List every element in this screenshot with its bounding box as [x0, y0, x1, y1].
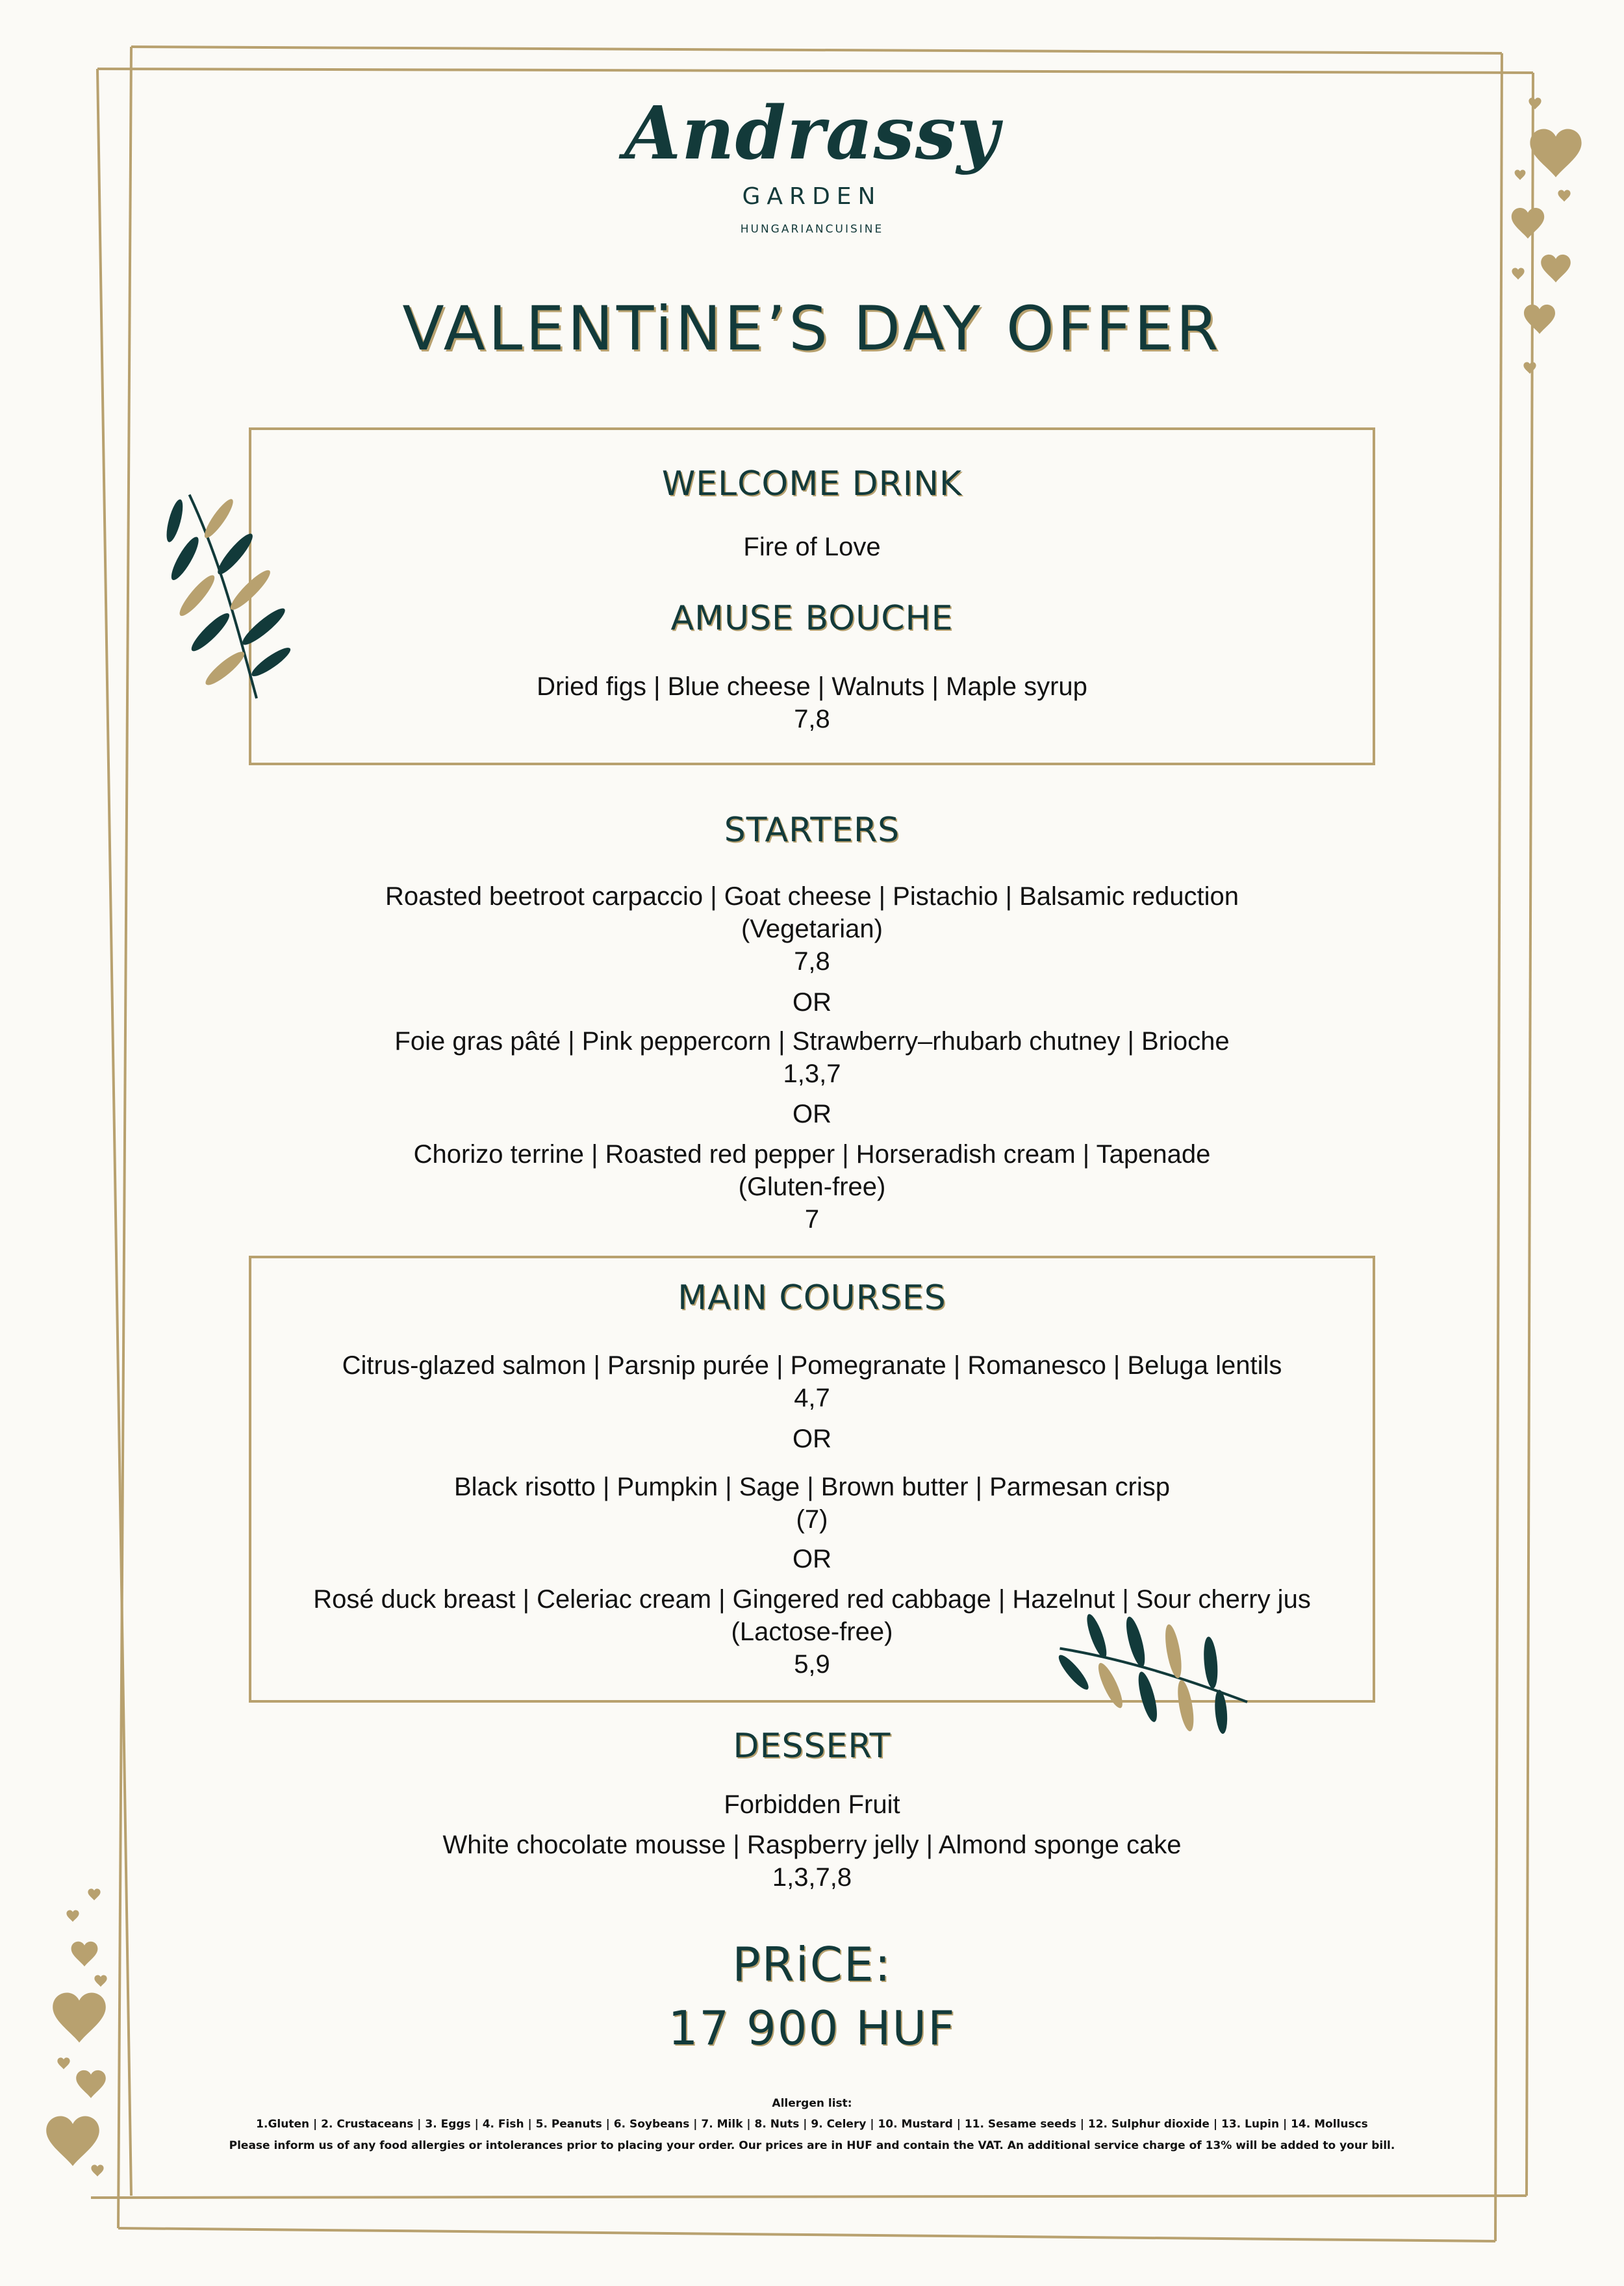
welcome-heading: WELCOME DRINK: [661, 464, 963, 503]
main-item-3-allergens: 5,9: [794, 1650, 830, 1679]
dessert-item: White chocolate mousse | Raspberry jelly | Almond sponge cake: [442, 1831, 1182, 1859]
main-item-1: Citrus-glazed salmon | Parsnip purée | Pomegranate | Romanesco | Beluga lentils: [342, 1351, 1282, 1380]
price-block: [0, 1933, 1624, 2060]
allergen-title: Allergen list:: [772, 2097, 852, 2110]
starter-item-3-note: (Gluten-free): [738, 1173, 886, 1201]
frame-line-bottom-outer: [118, 2228, 1495, 2241]
welcome-item: Fire of Love: [743, 533, 881, 561]
heart-icon: [1541, 255, 1571, 283]
price-amount: 17 900 HUF: [668, 2001, 956, 2055]
page-title: VALENTiNE’S DAY OFFER: [402, 294, 1222, 364]
starter-item-3-allergens: 7: [804, 1205, 820, 1234]
welcome-heading-wrap: [0, 464, 1624, 503]
amuse-allergens: 7,8: [794, 705, 830, 733]
dessert-heading: DESSERT: [733, 1727, 891, 1766]
footer: [0, 2097, 1624, 2110]
main-item-1-allergens: 4,7: [794, 1384, 830, 1412]
heart-icon: [91, 2165, 103, 2176]
heart-icon: [1512, 268, 1524, 279]
starter-item-1-note: (Vegetarian): [741, 915, 883, 943]
logo-sub-wrap: [0, 183, 1624, 210]
main-item-3-note: (Lactose-free): [731, 1618, 893, 1646]
amuse-item: Dried figs | Blue cheese | Walnuts | Maple syrup: [537, 672, 1087, 701]
allergen-list: 1.Gluten | 2. Crustaceans | 3. Eggs | 4. Fish | 5. Peanuts | 6. Soybeans | 7. Milk | 8. Nuts | 9. Celery | 10. Mustard | 11. Sesame seeds | 12. Sulphur dioxide | 13. Lupin | 14. Molluscs: [256, 2118, 1368, 2131]
starters-heading-wrap: [0, 811, 1624, 850]
logo-tagline-wrap: [0, 223, 1624, 236]
allergen-list-wrap: [0, 2118, 1624, 2131]
main-item-2: Black risotto | Pumpkin | Sage | Brown butter | Parmesan crisp: [453, 1473, 1170, 1501]
dessert-heading-wrap: [0, 1727, 1624, 1766]
logo-tagline: HUNGARIANCUISINE: [740, 223, 884, 236]
footer-notice: Please inform us of any food allergies or intolerances prior to placing your order. Our prices are in HUF and contain the VAT. An additional service charge of 13% will be added to your bill.: [229, 2139, 1395, 2152]
frame-line-top-inner: [97, 69, 1533, 73]
main-or-1: OR: [793, 1425, 831, 1453]
dessert-name: Forbidden Fruit: [724, 1790, 900, 1819]
mains-heading-wrap: [0, 1278, 1624, 1317]
starter-item-3: Chorizo terrine | Roasted red pepper | Horseradish cream | Tapenade: [413, 1140, 1211, 1169]
dessert-allergens: 1,3,7,8: [772, 1863, 852, 1892]
starter-item-2-allergens: 1,3,7: [783, 1060, 841, 1088]
amuse-heading: AMUSE BOUCHE: [670, 599, 954, 638]
main-or-2: OR: [793, 1545, 831, 1573]
frame-line-top-outer: [131, 47, 1502, 53]
main-item-3: Rosé duck breast | Celeriac cream | Gingered red cabbage | Hazelnut | Sour cherry jus: [313, 1585, 1311, 1614]
frame-line-left-outer: [118, 47, 131, 2228]
frame-line-bottom-inner: [91, 2196, 1527, 2198]
starter-or-1: OR: [793, 988, 831, 1017]
starter-item-1-allergens: 7,8: [794, 947, 830, 976]
logo-sub: GARDEN: [742, 183, 882, 210]
heart-icon: [66, 1910, 79, 1922]
page-title-wrap: [0, 294, 1624, 364]
starter-item-2: Foie gras pâté | Pink peppercorn | Strawberry–rhubarb chutney | Brioche: [394, 1027, 1230, 1056]
logo: [0, 91, 1624, 176]
logo-script: Andrassy: [624, 91, 1000, 176]
footer-notice-wrap: [0, 2139, 1624, 2152]
starter-or-2: OR: [793, 1100, 831, 1128]
starter-item-1: Roasted beetroot carpaccio | Goat cheese | Pistachio | Balsamic reduction: [385, 882, 1239, 911]
starters-heading: STARTERS: [724, 811, 900, 850]
price-label: PRiCE:: [732, 1937, 892, 1992]
heart-icon: [76, 2070, 106, 2098]
amuse-heading-wrap: [0, 599, 1624, 638]
main-item-2-allergens: (7): [796, 1505, 828, 1534]
mains-heading: MAIN COURSES: [678, 1278, 946, 1317]
